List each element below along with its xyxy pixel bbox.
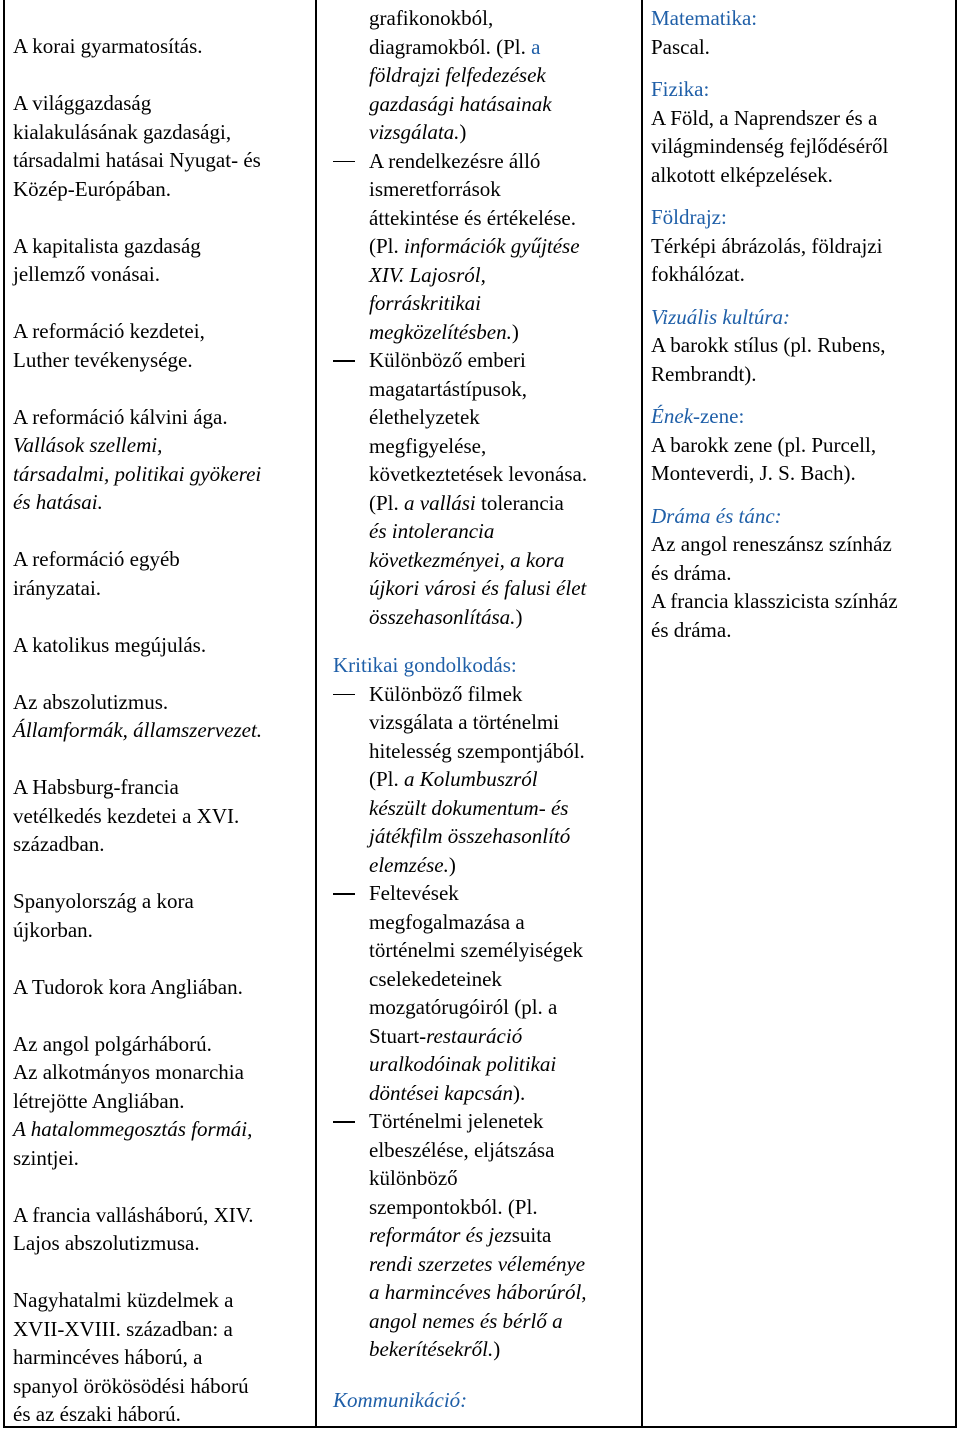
subject-geography-text: fokhálózat. bbox=[651, 262, 745, 286]
activity-text: ismeretforrások bbox=[369, 177, 501, 201]
topic-capitalism: jellemző vonásai. bbox=[13, 262, 160, 286]
topic-spain: újkorban. bbox=[13, 917, 93, 942]
topic-world-economy: A világgazdaság bbox=[13, 91, 152, 115]
activity-text: magatartástípusok, bbox=[369, 376, 528, 401]
activity-text: különböző bbox=[369, 1166, 458, 1190]
critical-thinking-heading: Kritikai gondolkodás: bbox=[333, 653, 517, 677]
topic-spain: Spanyolország a kora bbox=[13, 889, 194, 913]
subject-drama-text: A francia klasszicista színház bbox=[651, 589, 898, 613]
subject-music-text: Monteverdi, J. S. Bach). bbox=[651, 461, 856, 485]
subject-physics-text: világmindenség fejlődéséről bbox=[651, 134, 889, 158]
topic-habsburg: vetélkedés kezdetei a XVI. bbox=[13, 803, 240, 828]
topics-column bbox=[5, 0, 317, 1426]
subject-geography-label: Földrajz: bbox=[651, 205, 727, 229]
subject-physics-label: Fizika: bbox=[651, 77, 710, 101]
subject-physics-text: A Föld, a Naprendszer és a bbox=[651, 105, 878, 130]
topic-constitutional-monarchy: Az alkotmányos monarchia bbox=[13, 1060, 244, 1084]
activities-column bbox=[317, 0, 643, 1426]
topic-world-economy: Közép-Európában. bbox=[13, 176, 172, 201]
bullet-behaviour: Különböző emberi bbox=[333, 346, 637, 375]
bullet-sources: A rendelkezésre álló bbox=[333, 147, 637, 176]
topic-catholic-renewal: A katolikus megújulás. bbox=[13, 632, 207, 657]
topic-great-powers: harmincéves háború, a bbox=[13, 1345, 203, 1369]
topic-reformation: Luther tevékenysége. bbox=[13, 347, 193, 372]
topic-habsburg: században. bbox=[13, 832, 105, 856]
topic-great-powers: Nagyhatalmi küzdelmek a bbox=[13, 1288, 234, 1312]
activity-text: megközelítésben.) bbox=[369, 319, 519, 344]
activity-text: megfogalmazása a bbox=[369, 909, 525, 934]
activity-text: áttekintése és értékelése. bbox=[369, 205, 576, 230]
topic-great-powers: XVII-XVIII. században: a bbox=[13, 1316, 233, 1341]
subject-visual-label: Vizuális kultúra: bbox=[651, 304, 791, 329]
activity-text: (Pl. információk gyűjtése bbox=[369, 234, 580, 258]
topic-habsburg: A Habsburg-francia bbox=[13, 775, 179, 799]
topic-religions: társadalmi, politikai gyökerei bbox=[13, 461, 262, 486]
topic-other-reformation: A reformáció egyéb bbox=[13, 547, 180, 571]
subject-drama-text: és dráma. bbox=[651, 560, 732, 585]
topic-great-powers: és az északi háború. bbox=[13, 1402, 181, 1426]
activity-text: következtetések levonása. bbox=[369, 462, 588, 486]
activity-text: élethelyzetek bbox=[369, 405, 480, 429]
topic-other-reformation: irányzatai. bbox=[13, 575, 102, 600]
activity-text: bekerítésekről.) bbox=[369, 1337, 501, 1361]
topic-tudors: A Tudorok kora Angliában. bbox=[13, 974, 243, 999]
activity-text: hitelesség szempontjából. bbox=[369, 738, 585, 763]
activity-text: a harmincéves háborúról, bbox=[369, 1280, 587, 1304]
activity-text: reformátor és jezsuita bbox=[369, 1223, 552, 1247]
activity-text: vizsgálata.) bbox=[369, 120, 467, 144]
subject-drama-label: Dráma és tánc: bbox=[651, 503, 782, 528]
activity-text: játékfilm összehasonlító bbox=[369, 824, 571, 848]
topic-capitalism: A kapitalista gazdaság bbox=[13, 233, 201, 258]
topic-french-wars: Lajos abszolutizmusa. bbox=[13, 1231, 200, 1255]
topic-world-economy: kialakulásának gazdasági, bbox=[13, 119, 232, 144]
activity-text: készült dokumentum- és bbox=[369, 795, 569, 820]
activity-text: megfigyelése, bbox=[369, 433, 487, 458]
topic-state-forms: Államformák, államszervezet. bbox=[13, 718, 263, 742]
activity-text: grafikonokból, bbox=[369, 6, 494, 30]
subject-visual-text: Rembrandt). bbox=[651, 361, 757, 386]
activity-text: diagramokból. (Pl. a bbox=[369, 34, 541, 59]
topic-great-powers: spanyol örökösödési háború bbox=[13, 1373, 249, 1398]
topic-separation-of-powers: A hatalommegosztás formái, bbox=[13, 1117, 253, 1141]
activity-text: (Pl. a vallási tolerancia bbox=[369, 490, 564, 515]
subject-drama-text: és dráma. bbox=[651, 617, 732, 642]
subject-drama-text: Az angol reneszánsz színház bbox=[651, 532, 892, 556]
activity-text: (Pl. a Kolumbuszról bbox=[369, 767, 538, 791]
activity-text: történelmi személyiségek bbox=[369, 938, 584, 962]
activity-text: mozgatórugóiról (pl. a bbox=[369, 995, 558, 1019]
activity-text: és intolerancia bbox=[369, 519, 495, 543]
activity-text: XIV. Lajosról, bbox=[369, 262, 486, 287]
topic-separation-of-powers: szintjei. bbox=[13, 1145, 79, 1170]
activity-text: rendi szerzetes véleménye bbox=[369, 1251, 586, 1276]
activity-text: elemzése.) bbox=[369, 852, 456, 877]
activity-text: újkori városi és falusi élet bbox=[369, 576, 587, 600]
subject-math-label: Matematika: bbox=[651, 6, 758, 30]
subject-music-text: A barokk zene (pl. Purcell, bbox=[651, 432, 877, 457]
activity-text: gazdasági hatásainak bbox=[369, 91, 552, 116]
activity-text: szempontokból. (Pl. bbox=[369, 1194, 538, 1219]
activity-text: következményei, a kora bbox=[369, 547, 565, 572]
activity-text: Stuart-restauráció bbox=[369, 1023, 523, 1048]
bullet-hypotheses: Feltevések bbox=[333, 879, 637, 908]
subject-visual-text: A barokk stílus (pl. Rubens, bbox=[651, 333, 886, 357]
topic-constitutional-monarchy: létrejötte Angliában. bbox=[13, 1088, 185, 1113]
activity-text: összehasonlítása.) bbox=[369, 604, 523, 629]
subject-music-label: Ének-zene: bbox=[651, 404, 745, 428]
subject-physics-text: alkotott elképzelések. bbox=[651, 162, 833, 187]
topic-colonization: A korai gyarmatosítás. bbox=[13, 34, 203, 58]
topic-civil-war: Az angol polgárháború. bbox=[13, 1031, 212, 1056]
communication-heading: Kommunikáció: bbox=[333, 1387, 468, 1412]
curriculum-table bbox=[3, 0, 957, 1428]
bullet-scenes: Történelmi jelenetek bbox=[333, 1107, 637, 1136]
activity-text: angol nemes és bérlő a bbox=[369, 1308, 563, 1333]
activity-text: uralkodóinak politikai bbox=[369, 1052, 557, 1076]
activity-text: forráskritikai bbox=[369, 291, 482, 315]
activity-text: cselekedeteinek bbox=[369, 966, 502, 991]
activity-text: vizsgálata a történelmi bbox=[369, 710, 560, 734]
activity-text: elbeszélése, eljátszása bbox=[369, 1137, 555, 1162]
topic-absolutism: Az abszolutizmus. bbox=[13, 689, 169, 714]
topic-reformation: A reformáció kezdetei, bbox=[13, 319, 205, 343]
topic-calvinism: A reformáció kálvini ága. bbox=[13, 404, 228, 429]
connections-column bbox=[643, 0, 955, 1426]
topic-french-wars: A francia vallásháború, XIV. bbox=[13, 1202, 254, 1227]
bullet-films: Különböző filmek bbox=[333, 680, 637, 709]
topic-religions: Vallások szellemi, bbox=[13, 433, 163, 457]
activity-text: földrajzi felfedezések bbox=[369, 63, 546, 87]
topic-world-economy: társadalmi hatásai Nyugat- és bbox=[13, 148, 261, 172]
subject-geography-text: Térképi ábrázolás, földrajzi bbox=[651, 233, 883, 258]
activity-text: döntései kapcsán). bbox=[369, 1080, 526, 1105]
topic-religions: és hatásai. bbox=[13, 490, 103, 514]
subject-math-text: Pascal. bbox=[651, 34, 710, 59]
